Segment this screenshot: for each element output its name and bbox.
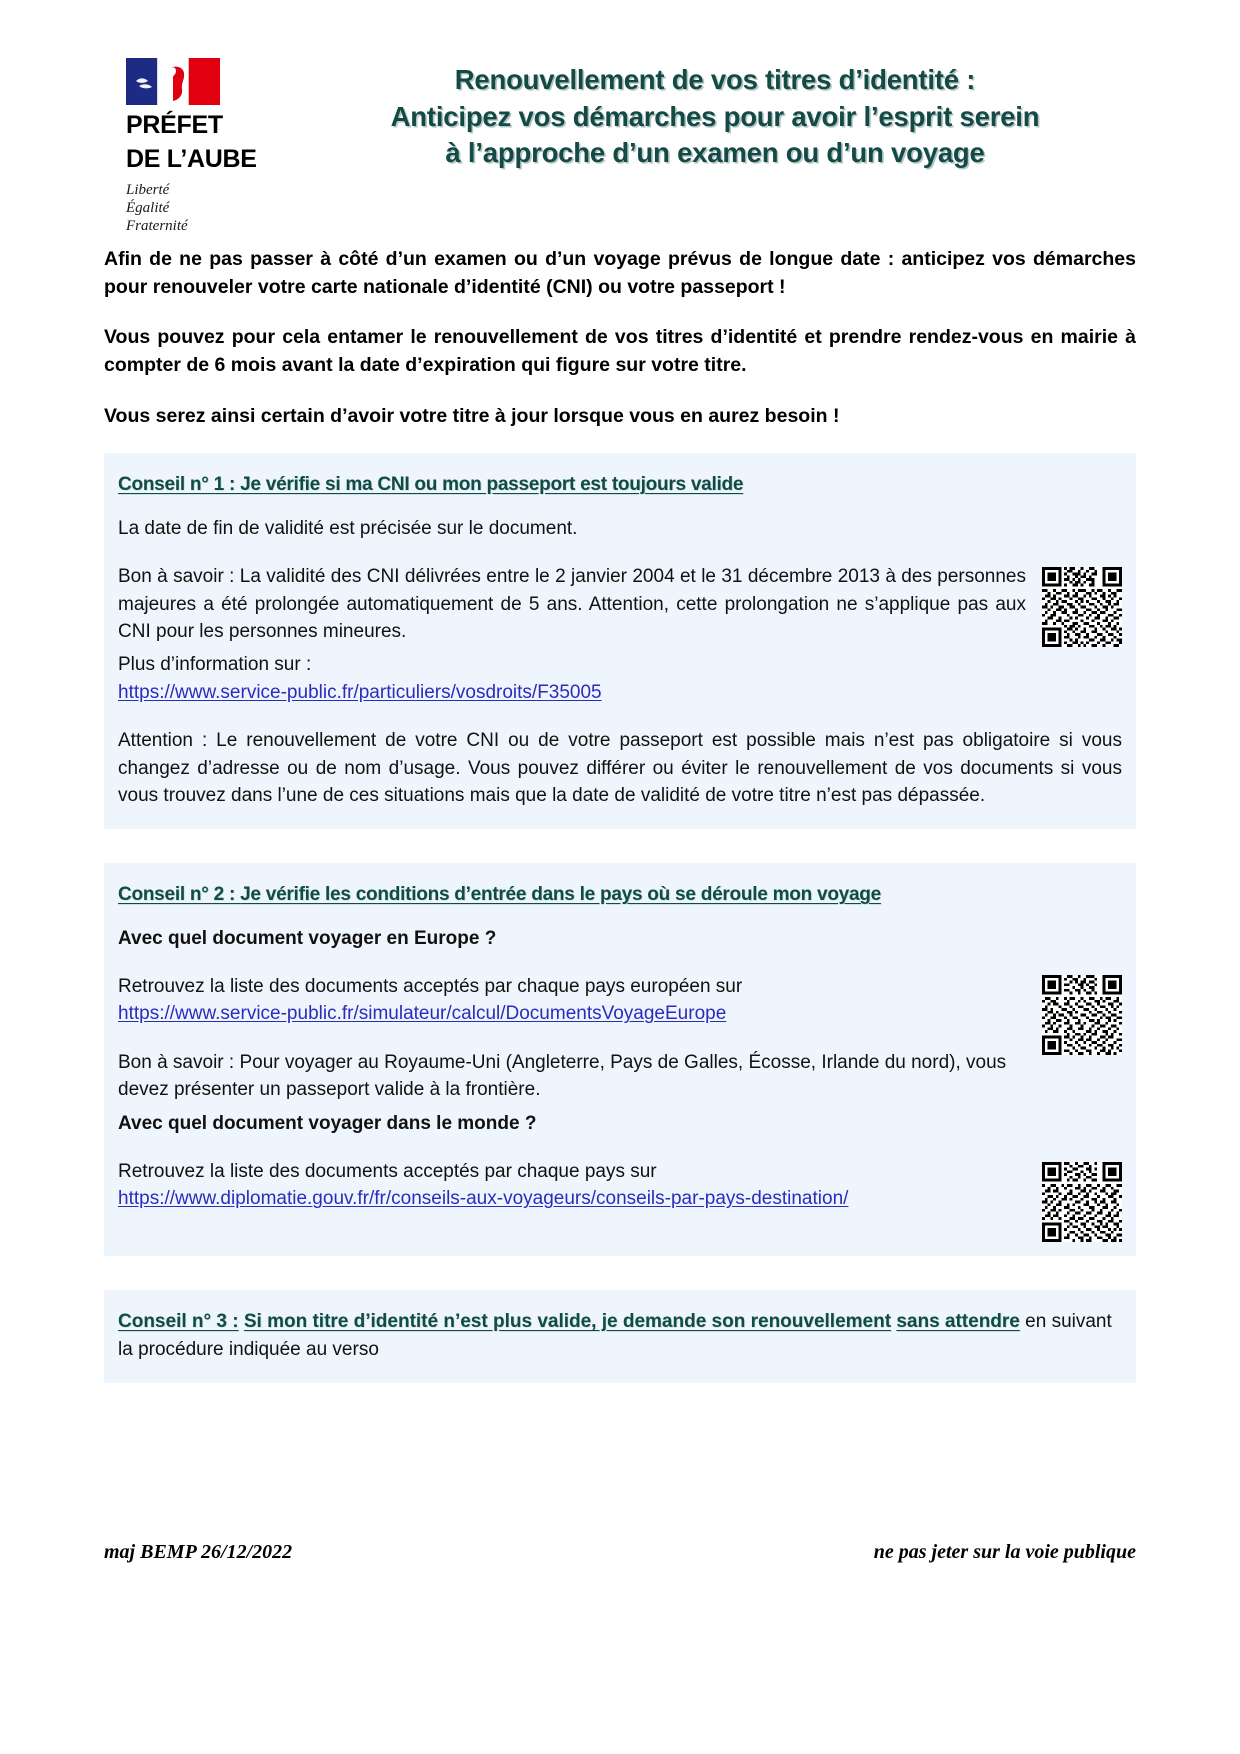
document-footer (104, 1541, 1136, 1564)
conseil-1-body (118, 505, 1122, 817)
prefecture-name-line2: DE L’AUBE (126, 144, 257, 173)
conseil-2-label: Conseil n° 2 : (118, 884, 236, 906)
qr-code-icon (1042, 567, 1122, 647)
prefecture-logo (104, 44, 306, 235)
conseil-3-title-part1: Si mon titre d’identité n’est plus valide, je demande son renouvellement (243, 1310, 892, 1332)
title-line-1: Renouvellement de vos titres d’identité : (454, 64, 976, 95)
motto-liberte: Liberté (126, 182, 170, 198)
conseil-3-section (104, 1290, 1136, 1383)
conseil-3-trailing-text: en suivant la procédure indiquée au verso (118, 1310, 1112, 1361)
conseil-2-paragraph-1-text: Retrouvez la liste des documents acceptés par chaque pays européen sur (118, 976, 743, 998)
intro-paragraph-1: Afin de ne pas passer à côté d’un examen ou d’un voyage prévus de longue date : anticipez vos démarches pour renouveler votre carte nationale d’identité (CNI) ou votre passeport ! (104, 248, 1136, 298)
title-line-2: Anticipez vos démarches pour avoir l’esprit serein (390, 100, 1040, 132)
conseil-2-body (118, 915, 1122, 1244)
prefecture-name-line1: PRÉFET (126, 111, 223, 139)
conseil-2-paragraph-1 (118, 973, 1026, 1028)
conseil-2-link-diplomatie[interactable]: https://www.diplomatie.gouv.fr/fr/conseils-aux-voyageurs/conseils-par-pays-destination/ (118, 1188, 849, 1210)
conseil-2-monde-text (118, 1158, 1026, 1219)
conseil-1-info-row (118, 563, 1122, 651)
conseil-2-paragraph-2: Bon à savoir : Pour voyager au Royaume-Uni (Angleterre, Pays de Galles, Écosse, Irlande du nord), vous devez présenter un passeport valide à la frontière. (118, 1051, 1007, 1101)
title-line-3: à l’approche d’un examen ou d’un voyage (445, 137, 985, 169)
conseil-2-europe-text (118, 973, 1026, 1109)
conseil-2-subheading-europe: Avec quel document voyager en Europe ? (118, 927, 497, 949)
page-title (306, 44, 1136, 172)
motto-fraternite: Fraternité (126, 218, 188, 234)
conseil-1-heading (118, 471, 1122, 499)
conseil-2-paragraph-3-text: Retrouvez la liste des documents acceptés par chaque pays sur (118, 1160, 657, 1182)
footer-update-date: maj BEMP 26/12/2022 (104, 1541, 293, 1563)
conseil-2-heading (118, 881, 1122, 909)
document-header (104, 44, 1136, 234)
intro-paragraph-2: Vous pouvez pour cela entamer le renouvellement de vos titres d’identité et prendre rendez-vous en mairie à compter de 6 mois avant la date d’expiration qui figure sur votre titre. (104, 326, 1136, 377)
conseil-1-paragraph-attention: Attention : Le renouvellement de votre CNI ou de votre passeport est possible mais n’est pas obligatoire si vous changez d’adresse ou de nom d’usage. Vous pouvez différer ou éviter le renouvellement de vos documents si vous vous trouvez dans l’une de ces situations mais que la date de validité de votre titre n’est pas dépassée. (118, 730, 1122, 806)
conseil-2-subheading-monde: Avec quel document voyager dans le monde ? (118, 1112, 537, 1134)
conseil-1-link-service-public[interactable]: https://www.service-public.fr/particuliers/vosdroits/F35005 (118, 681, 602, 703)
conseil-2-title: Je vérifie les conditions d’entrée dans le pays où se déroule mon voyage (240, 884, 881, 906)
conseil-2-paragraph-3 (118, 1158, 1026, 1213)
conseil-1-more-info-lead: Plus d’information sur : (118, 654, 312, 676)
conseil-2-europe-row (118, 973, 1122, 1109)
conseil-1-more-info (118, 651, 1122, 706)
conseil-2-link-europe[interactable]: https://www.service-public.fr/simulateur/calcul/DocumentsVoyageEurope (118, 1003, 727, 1025)
conseil-3-title-part2: sans attendre (896, 1310, 1020, 1332)
conseil-1-title: Je vérifie si ma CNI ou mon passeport est toujours valide (240, 474, 744, 496)
conseil-1-paragraph-2: Bon à savoir : La validité des CNI délivrées entre le 2 janvier 2004 et le 31 décembre 2013 à des personnes majeures a été prolongée automatiquement de 5 ans. Attention, cette prolongation ne s’applique pas aux CNI pour les personnes mineures. (118, 566, 1026, 643)
footer-disclaimer: ne pas jeter sur la voie publique (873, 1541, 1136, 1563)
intro-paragraph-3: Vous serez ainsi certain d’avoir votre titre à jour lorsque vous en aurez besoin ! (104, 404, 840, 427)
conseil-1-paragraph-1: La date de fin de validité est précisée sur le document. (118, 517, 578, 539)
conseil-3-heading (118, 1308, 1122, 1365)
conseil-1-section (104, 453, 1136, 829)
conseil-1-text-column (118, 563, 1026, 651)
motto-egalite: Égalité (126, 200, 170, 216)
conseil-3-label: Conseil n° 3 : (118, 1310, 239, 1332)
conseil-2-section (104, 863, 1136, 1256)
republic-motto (126, 181, 306, 235)
conseil-1-label: Conseil n° 1 : (118, 474, 236, 496)
qr-code-icon (1042, 975, 1122, 1055)
qr-code-icon (1042, 1162, 1122, 1242)
french-flag-marianne-icon (126, 58, 220, 105)
conseil-2-monde-row (118, 1158, 1122, 1242)
intro-section (104, 246, 1136, 430)
